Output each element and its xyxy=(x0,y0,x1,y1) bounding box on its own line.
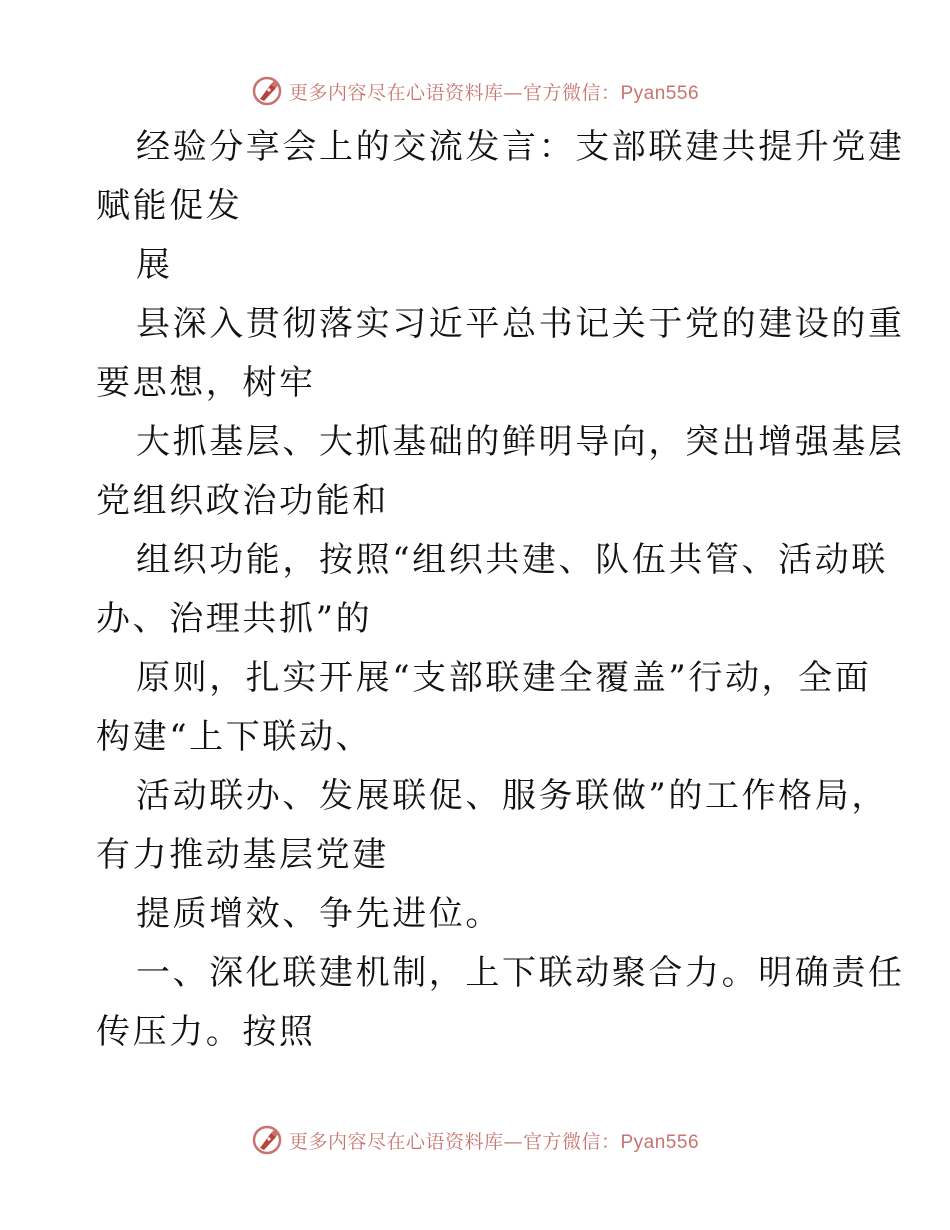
paragraph-line: 办、治理共抓”的 xyxy=(96,599,373,639)
footer-banner xyxy=(0,1120,950,1160)
paragraph-line: 原则，扎实开展“支部联建全覆盖”行动，全面 xyxy=(136,658,872,698)
paragraph-line: 党组织政治功能和 xyxy=(96,481,389,521)
paragraph-line: 提质增效、争先进位。 xyxy=(136,894,502,934)
title-line-1: 经验分享会上的交流发言：支部联建共提升党建 xyxy=(136,127,905,167)
paragraph-line: 大抓基层、大抓基础的鲜明导向，突出增强基层 xyxy=(136,422,905,462)
footer-site-text: 更多内容尽在心语资料库 xyxy=(288,1130,504,1153)
title-line-2: 赋能促发 xyxy=(96,186,243,226)
paragraph-line: 组织功能，按照“组织共建、队伍共管、活动联 xyxy=(136,540,888,580)
header-banner-text xyxy=(289,78,699,105)
paragraph-line: 县深入贯彻落实习近平总书记关于党的建设的重 xyxy=(136,304,905,344)
paragraph-line: 有力推动基层党建 xyxy=(96,835,389,875)
header-site-text: 更多内容尽在心语资料库 xyxy=(288,81,504,104)
header-wechat-id: Pyan556 xyxy=(620,82,700,104)
header-banner xyxy=(0,71,950,111)
document-body xyxy=(96,118,905,1062)
footer-separator: — xyxy=(503,1130,523,1153)
section-heading-line: 一、深化联建机制，上下联动聚合力。明确责任 xyxy=(136,953,905,993)
footer-banner-text xyxy=(289,1127,699,1154)
paragraph-line: 要思想，树牢 xyxy=(96,363,316,403)
header-wechat-label: 官方微信： xyxy=(522,81,621,104)
title-line-3: 展 xyxy=(136,245,173,285)
footer-wechat-label: 官方微信： xyxy=(522,1130,621,1153)
paragraph-line: 活动联办、发展联促、服务联做”的工作格局， xyxy=(136,776,888,816)
footer-wechat-id: Pyan556 xyxy=(620,1131,700,1153)
pen-nib-logo-icon xyxy=(251,75,283,107)
paragraph-line: 传压力。按照 xyxy=(96,1012,316,1052)
pen-nib-logo-icon xyxy=(251,1124,283,1156)
paragraph-line: 构建“上下联动、 xyxy=(96,717,373,757)
header-separator: — xyxy=(503,81,523,104)
